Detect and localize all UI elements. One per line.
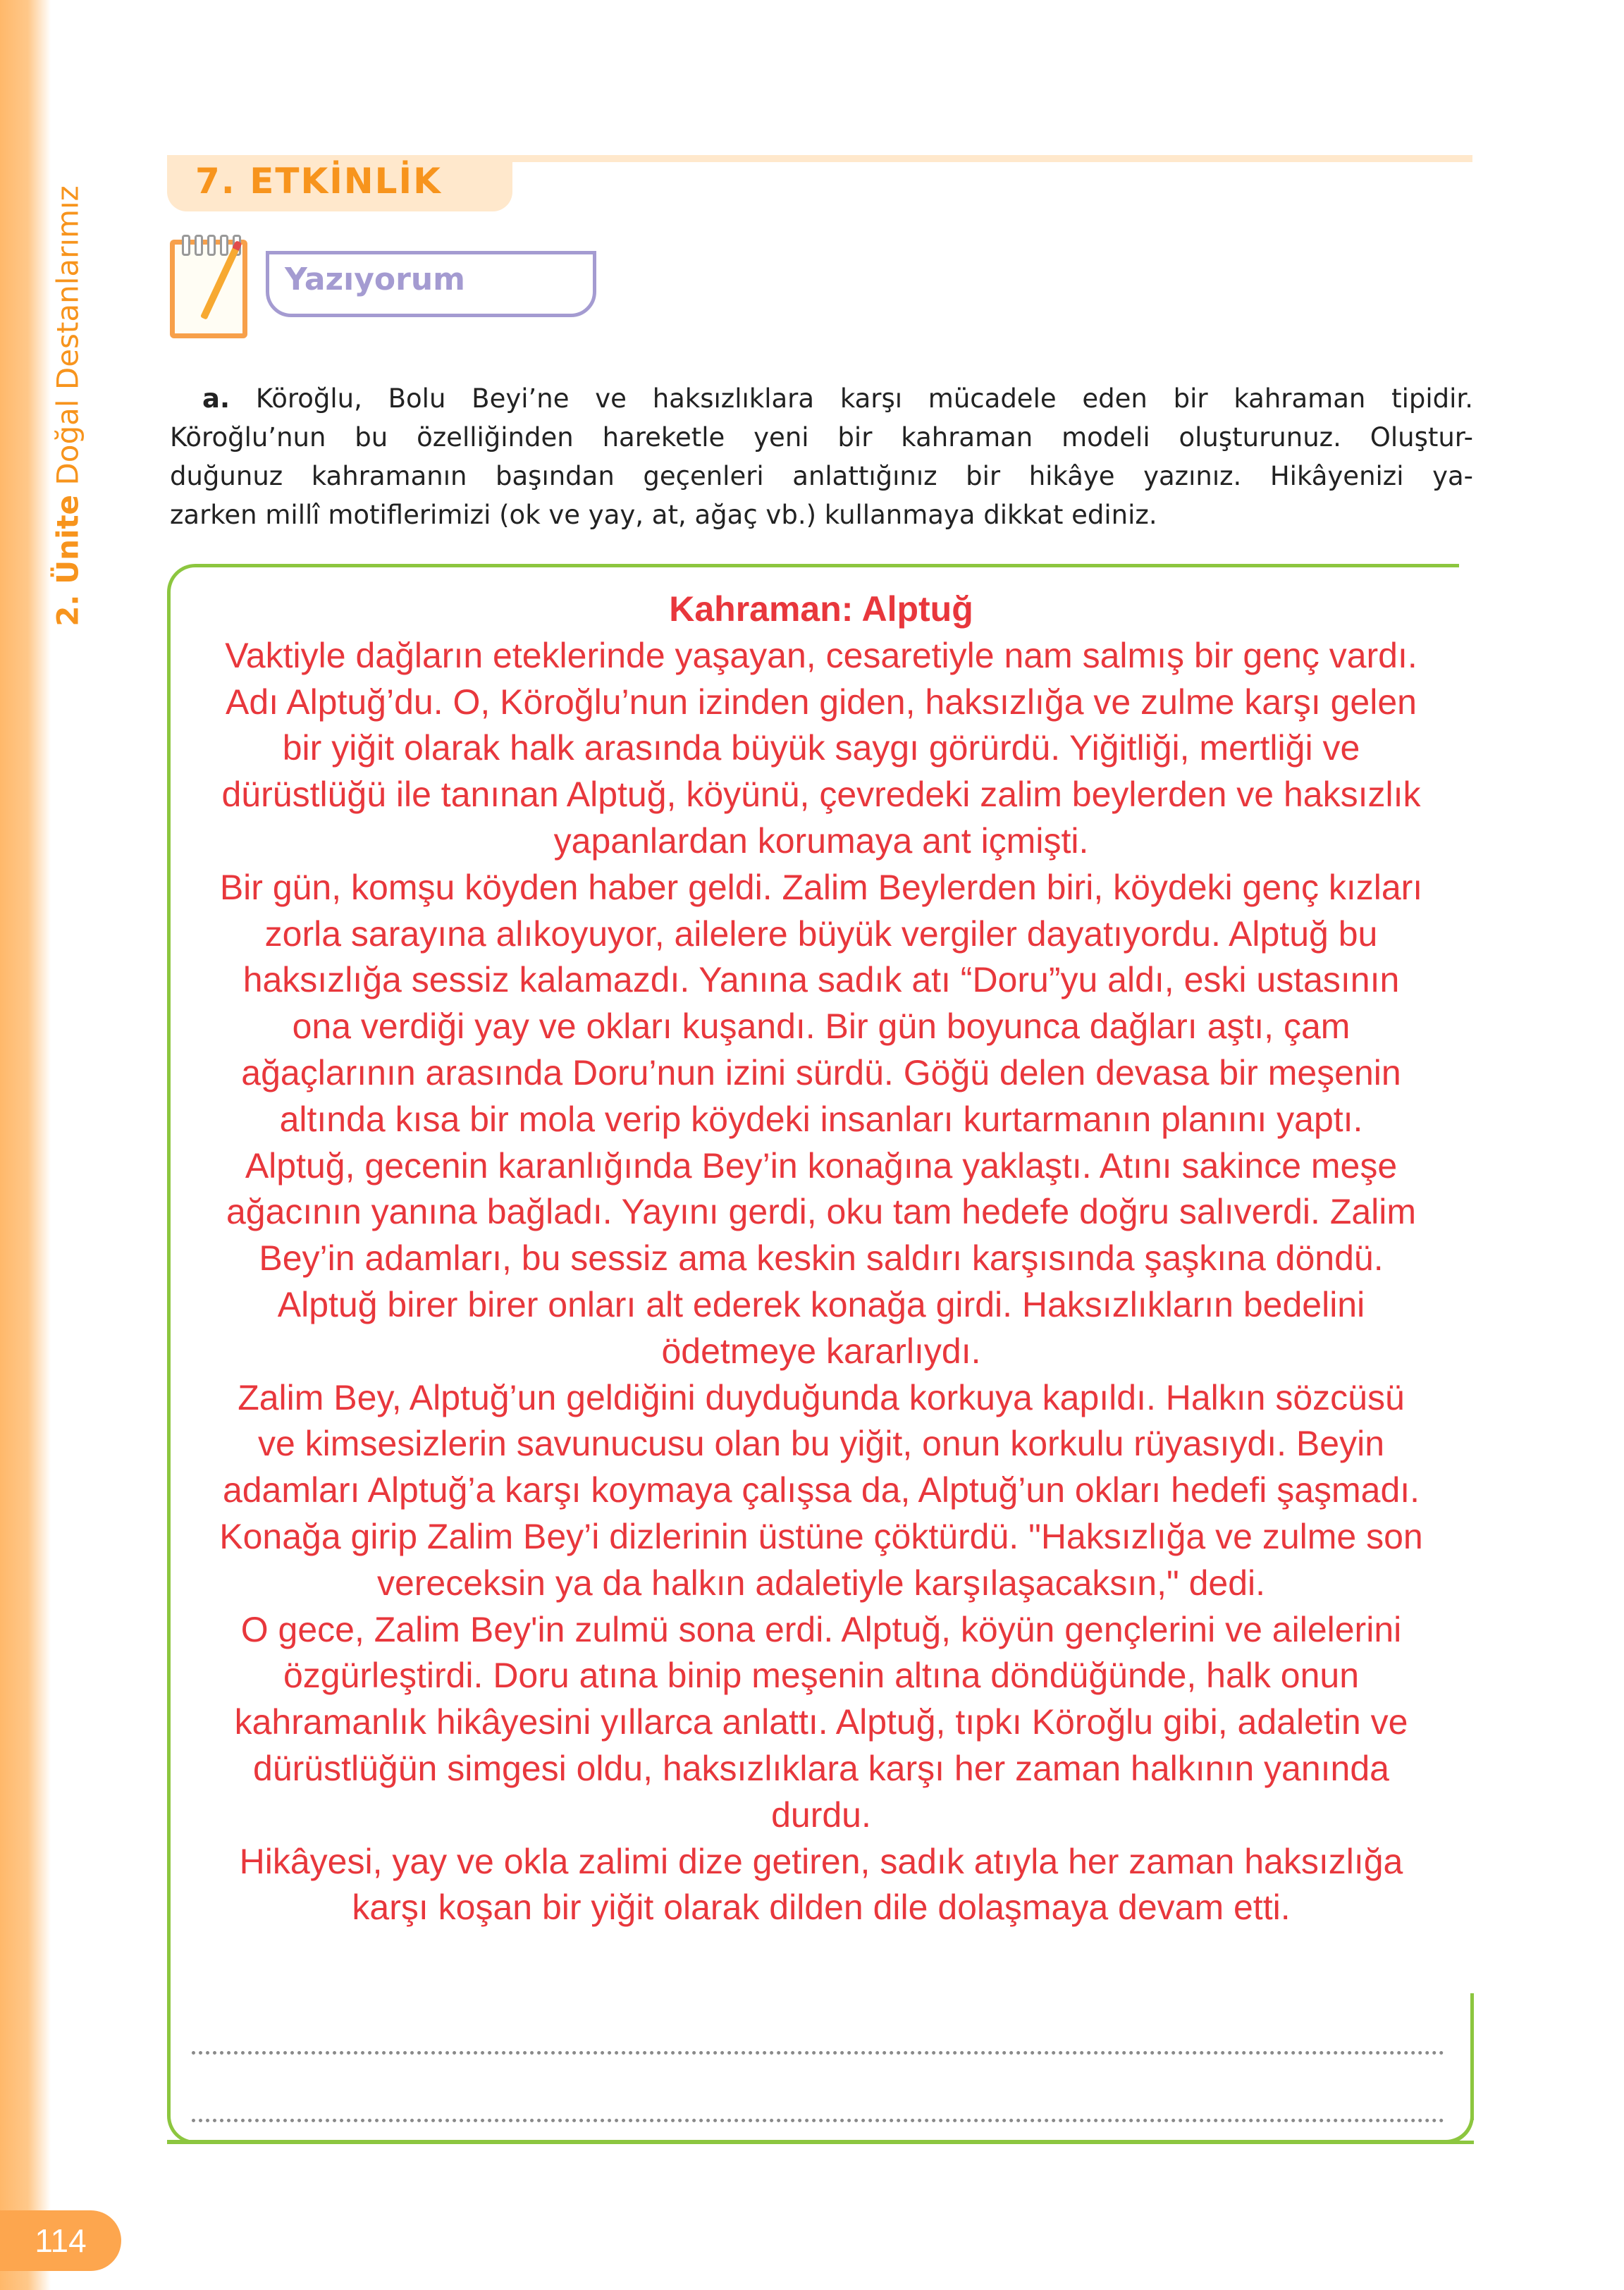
- writing-line[interactable]: [192, 2119, 1444, 2122]
- story-line: O gece, Zalim Bey'in zulmü sona erdi. Alptuğ, köyün gençlerini ve ailelerini: [240, 1609, 1402, 1649]
- story-line: durdu.: [771, 1795, 871, 1835]
- story-line: ağacının yanına bağladı. Yayını gerdi, oku tam hedefe doğru salıverdi. Zalim: [226, 1192, 1417, 1232]
- story-line: haksızlığa sessiz kalamazdı. Yanına sadık atı “Doru”yu aldı, eski ustasının: [242, 960, 1400, 1000]
- instruction-line: a. Köroğlu, Bolu Beyi’ne ve haksızlıklara karşı mücadele eden bir kahraman tipidir.: [202, 383, 1473, 414]
- activity-title: 7. ETKİNLİK: [195, 161, 442, 202]
- answer-frame-bottom: [167, 2107, 1474, 2144]
- story-line: kahramanlık hikâyesini yıllarca anlattı. Alptuğ, tıpkı Köroğlu gibi, adaletin ve: [234, 1702, 1408, 1742]
- instruction-line: duğunuz kahramanın başından geçenleri anlattığınız bir hikâye yazınız. Hikâyenizi ya-: [170, 461, 1473, 491]
- section-label-box: [266, 251, 596, 317]
- story-line: dürüstlüğün simgesi oldu, haksızlıklara karşı her zaman halkının yanında: [253, 1748, 1389, 1788]
- unit-number: 2. Ünite: [50, 494, 85, 627]
- story-line: yapanlardan korumaya ant içmişti.: [553, 820, 1089, 861]
- story-line: Hikâyesi, yay ve okla zalimi dize getiren, sadık atıyla her zaman haksızlığa: [239, 1841, 1403, 1881]
- answer-text[interactable]: [176, 586, 1466, 1931]
- story-line: ve kimsesizlerin savunucusu olan bu yiğit, onun korkulu rüyasıydı. Beyin: [257, 1424, 1385, 1464]
- story-line: dürüstlüğü ile tanınan Alptuğ, köyünü, çevredeki zalim beylerden ve haksızlık: [221, 775, 1421, 815]
- story-line: özgürleştirdi. Doru atına binip meşenin altına döndüğünde, halk onun: [283, 1656, 1360, 1696]
- story-line: Alptuğ, gecenin karanlığında Bey’in konağına yaklaştı. Atını sakince meşe: [245, 1145, 1398, 1186]
- story-line: adamları Alptuğ’a karşı koymaya çalışsa da, Alptuğ’un okları hedefi şaşmadı.: [222, 1470, 1420, 1510]
- story-line: Zalim Bey, Alptuğ’un geldiğini duyduğunda korkuya kapıldı. Halkın sözcüsü: [238, 1377, 1405, 1417]
- unit-title: Doğal Destanlarımız: [50, 185, 85, 486]
- story-line: zorla sarayına alıkoyuyor, ailelere büyük vergiler dayatıyordu. Alptuğ bu: [264, 913, 1378, 954]
- story-line: vereceksin ya da halkın adaletiyle karşılaşacaksın," dedi.: [376, 1563, 1266, 1603]
- section-label: Yazıyorum: [285, 261, 465, 297]
- story-line: Adı Alptuğ’du. O, Köroğlu’nun izinden giden, haksızlığa ve zulme karşı gelen: [226, 682, 1417, 722]
- unit-label: [51, 185, 85, 626]
- writing-line[interactable]: [192, 2051, 1444, 2055]
- instruction-line: zarken millî motiflerimizi (ok ve yay, at, ağaç vb.) kullanmaya dikkat ediniz.: [170, 500, 1157, 530]
- instruction-line: Köroğlu’nun bu özelliğinden hareketle yeni bir kahraman modeli oluşturunuz. Oluştur-: [170, 422, 1473, 453]
- answer-frame-right: [1470, 1993, 1474, 2120]
- side-color-strip: [0, 0, 51, 2290]
- story-title: Kahraman: Alptuğ: [669, 589, 973, 629]
- story-line: ağaçlarının arasında Doru’nun izini sürdü. Göğü delen devasa bir meşenin: [241, 1052, 1401, 1092]
- activity-tab: [167, 155, 512, 211]
- story-line: ona verdiği yay ve okları kuşandı. Bir gün boyunca dağları aştı, çam: [292, 1007, 1351, 1047]
- page-number: 114: [0, 2210, 121, 2271]
- story-line: Alptuğ birer birer onları alt ederek konağa girdi. Haksızlıkların bedelini: [277, 1284, 1365, 1324]
- story-line: altında kısa bir mola verip köydeki insanları kurtarmanın planını yaptı.: [279, 1099, 1363, 1139]
- story-line: bir yiğit olarak halk arasında büyük saygı görürdü. Yiğitliği, mertliği ve: [282, 728, 1360, 768]
- instructions: [170, 379, 1473, 534]
- story-line: ödetmeye kararlıydı.: [661, 1331, 981, 1371]
- story-line: Bey’in adamları, bu sessiz ama keskin saldırı karşısında şaşkına döndü.: [259, 1238, 1384, 1279]
- story-line: Konağa girip Zalim Bey’i dizlerinin üstüne çöktürdü. "Haksızlığa ve zulme son: [219, 1516, 1423, 1556]
- story-line: karşı koşan bir yiğit olarak dilden dile dolaşmaya devam etti.: [352, 1888, 1291, 1928]
- item-marker: a.: [202, 383, 230, 414]
- story-line: Bir gün, komşu köyden haber geldi. Zalim Beylerden biri, köydeki genç kızları: [219, 867, 1423, 907]
- story-line: Vaktiyle dağların eteklerinde yaşayan, cesaretiyle nam salmış bir genç vardı.: [225, 635, 1417, 675]
